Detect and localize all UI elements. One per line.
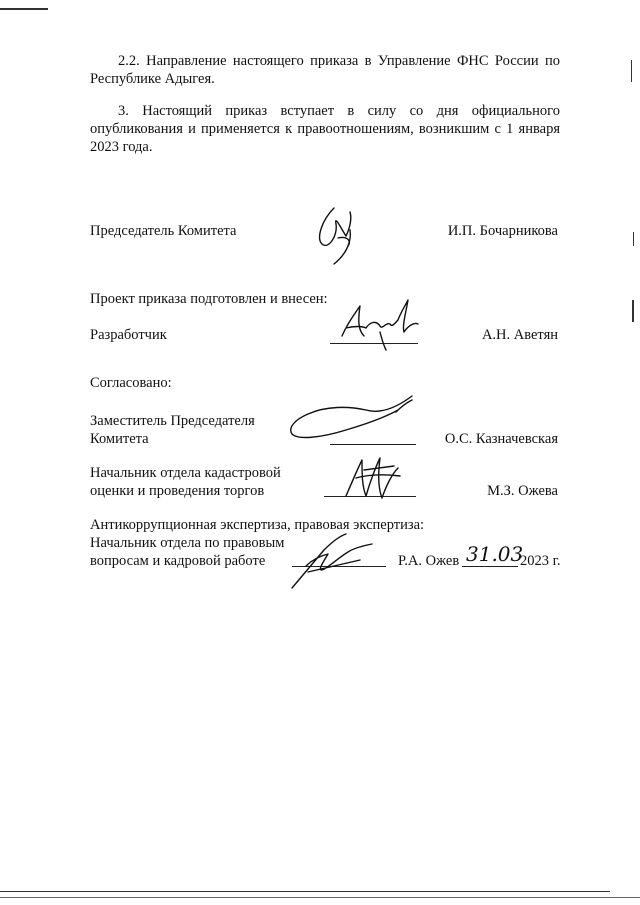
developer-role: Разработчик [90,327,167,343]
paragraph-3: 3. Настоящий приказ вступает в силу со дня официального опубликования и применяется к правоотношениям, возникшим с 1 января 2023 года. [90,103,560,155]
legal-title-line1: Начальник отдела по правовым [90,535,285,551]
right-edge-mark [632,300,634,322]
cadastral-signature [336,452,406,504]
date-year: 2023 г. [520,553,561,569]
agreed-heading: Согласовано: [90,375,172,391]
deputy-signature-line [330,444,416,445]
date-underline [462,566,518,567]
legal-title-line2: вопросам и кадровой работе [90,553,266,569]
deputy-title-line2: Комитета [90,431,149,447]
expertise-heading: Антикоррупционная экспертиза, правовая экспертиза: [90,517,425,533]
paragraph-2-2: 2.2. Направление настоящего приказа в Управление ФНС России по Республике Адыгея. [90,53,560,87]
legal-name: Р.А. Ожев [398,553,460,569]
bottom-edge-line-2 [0,897,640,898]
right-edge-mark [633,232,634,246]
chairman-name: И.П. Бочарникова [447,223,558,239]
top-left-edge-line [0,8,48,10]
cadastral-name: М.З. Ожева [487,483,558,499]
handwritten-date: 31.03 [466,542,524,566]
right-edge-mark [631,60,632,82]
prepared-heading: Проект приказа подготовлен и внесен: [90,291,328,307]
cadastral-title-line2: оценки и проведения торгов [90,483,265,499]
chairman-signature [312,200,382,270]
developer-signature [336,292,426,354]
chairman-title: Председатель Комитета [90,223,237,239]
deputy-signature [286,392,416,444]
legal-signature [288,520,378,590]
deputy-title-line1: Заместитель Председателя [90,413,255,429]
bottom-edge-line [0,891,610,892]
cadastral-title-line1: Начальник отдела кадастровой [90,465,281,481]
deputy-name: О.С. Казначевская [444,431,558,447]
developer-name: А.Н. Аветян [481,327,558,343]
